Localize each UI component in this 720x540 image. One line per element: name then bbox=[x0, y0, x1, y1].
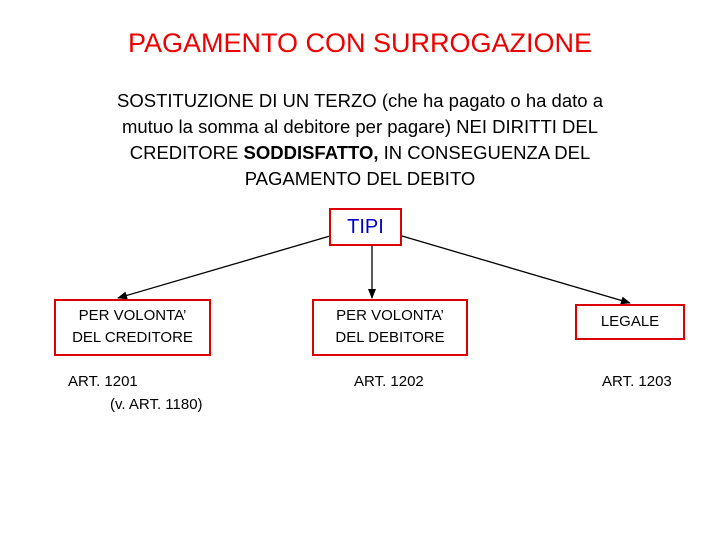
legale-article-ref: ART. 1203 bbox=[602, 373, 672, 390]
definition-line-3-post: IN CONSEGUENZA DEL bbox=[378, 142, 591, 163]
type-box-legale: LEGALE bbox=[575, 304, 685, 340]
creditore-line-1: PER VOLONTA’ bbox=[78, 307, 187, 324]
type-box-debitore bbox=[312, 299, 468, 356]
creditore-article-ref: ART. 1201 bbox=[68, 373, 138, 390]
debitore-line-1: PER VOLONTA’ bbox=[336, 307, 444, 324]
tipi-box: TIPI bbox=[329, 208, 402, 246]
definition-line-2: mutuo la somma al debitore per pagare) NEI DIRITTI DEL bbox=[121, 116, 599, 137]
definition-bold-term: SODDISFATTO, bbox=[243, 142, 379, 163]
debitore-article-ref: ART. 1202 bbox=[354, 373, 424, 390]
creditore-article-cross-ref: (v. ART. 1180) bbox=[110, 396, 203, 413]
type-box-creditore bbox=[54, 299, 211, 356]
definition-line-3-pre: CREDITORE bbox=[129, 142, 244, 163]
debitore-line-2: DEL DEBITORE bbox=[335, 329, 445, 346]
creditore-line-2: DEL CREDITORE bbox=[72, 329, 193, 346]
definition-line-1: SOSTITUZIONE DI UN TERZO (che ha pagato o ha dato a bbox=[117, 90, 603, 111]
definition-line-4: PAGAMENTO DEL DEBITO bbox=[244, 168, 476, 189]
arrow-to-creditore bbox=[118, 236, 330, 298]
arrow-to-legale bbox=[402, 236, 630, 303]
page-title: PAGAMENTO CON SURROGAZIONE bbox=[127, 28, 593, 58]
